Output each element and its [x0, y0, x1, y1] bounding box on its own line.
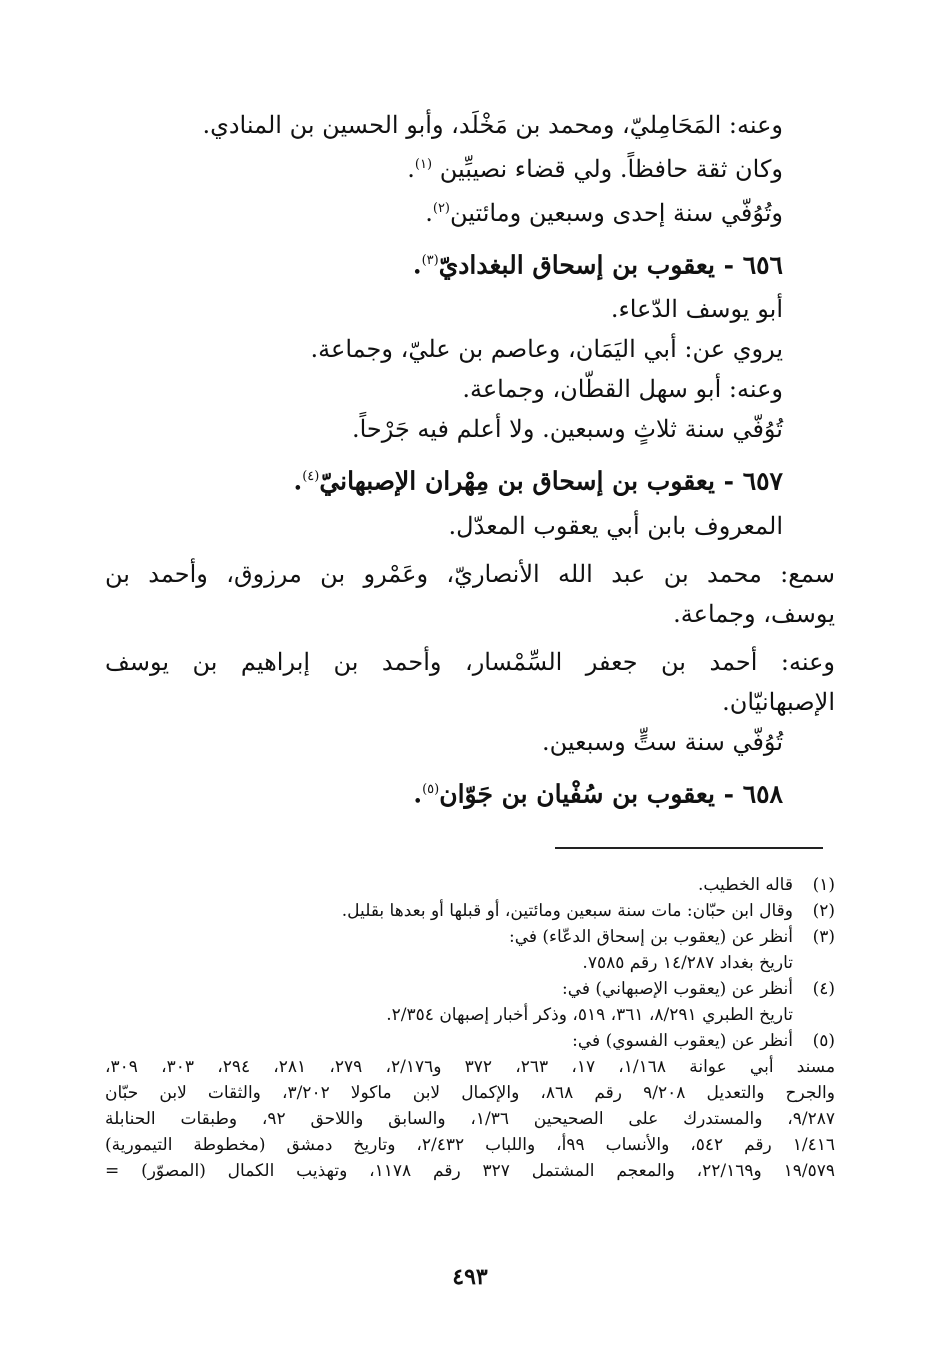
footnote-reference-line: تاريخ الطبري ٨/٢٩١، ٣٦١، ٥١٩، وذكر أخبار إصبهان ٢/٣٥٤. — [386, 1005, 793, 1025]
footnote-3 — [105, 924, 835, 950]
entry-heading-656 — [105, 239, 835, 287]
footnote-text: أنظر عن (يعقوب بن إسحاق الدعّاء) في: — [508, 927, 793, 947]
entry-title: ٦٥٨ - يعقوب بن سُفْيان بن جَوّان — [439, 778, 783, 808]
footnote-ref: (٢) — [432, 201, 450, 216]
footnotes — [105, 872, 835, 1184]
footnote-5 — [105, 1028, 835, 1054]
line-end: . — [407, 155, 415, 183]
line-end: . — [425, 199, 433, 227]
text-line: وعنه: أحمد بن جعفر السِّمْسار، وأحمد بن إبراهيم بن يوسف — [105, 647, 835, 676]
footnote-1 — [105, 872, 835, 898]
footnote-text: وقال ابن حبّان: مات سنة سبعين ومائتين، أو قبلها أو بعدها بقليل. — [341, 901, 793, 921]
text-line: أبو يوسف الدّعاء. — [610, 295, 783, 324]
page-number: ٤٩٣ — [452, 1264, 488, 1290]
line-text: وكان ثقة حافظاً. ولي قضاء نصيبِّين — [439, 155, 783, 183]
entry-heading-657 — [105, 455, 835, 503]
text-line: تُوُفّي سنة ثلاثٍ وسبعين. ولا أعلم فيه جَرْحاً. — [351, 415, 783, 444]
text-line — [105, 145, 835, 189]
footnote-2 — [105, 898, 835, 924]
footnote-reference-line: تاريخ بغداد ١٤/٢٨٧ رقم ٧٥٨٥. — [582, 953, 793, 973]
footnote-number: (٢) — [812, 901, 835, 921]
line-end: . — [293, 466, 303, 496]
text-line: سمع: محمد بن عبد الله الأنصاريّ، وعَمْرو بن مرزوق، وأحمد بن — [105, 559, 835, 588]
footnote-reference-line: والجرح والتعديل ٩/٢٠٨ رقم ٨٦٨، والإكمال لابن ماكولا ٣/٢٠٢، والثقات لابن حبّان — [105, 1083, 835, 1103]
footnote-reference-line: ١/٤١٦ رقم ٥٤٢، والأنساب ٩٩أ، واللباب ٢/٤٣٢، وتاريخ دمشق (مخطوطة التيمورية) — [105, 1135, 835, 1155]
text-line: المعروف بابن أبي يعقوب المعدّل. — [448, 511, 783, 540]
entry-title: ٦٥٦ - يعقوب بن إسحاق البغداديّ — [438, 250, 783, 280]
footnote-separator — [555, 847, 823, 849]
footnote-number: (٤) — [812, 979, 835, 999]
entry-heading-658 — [105, 768, 835, 816]
line-end: . — [412, 250, 422, 280]
footnote-number: (٣) — [812, 927, 835, 947]
footnote-4 — [105, 976, 835, 1002]
line-text: وتُوُفّي سنة إحدى وسبعين ومائتين — [450, 199, 783, 227]
footnote-number: (١) — [812, 875, 835, 895]
footnote-ref: (٤) — [302, 469, 320, 485]
text-line: تُوُفّي سنة ستٍّ وسبعين. — [542, 727, 783, 756]
text-line — [105, 189, 835, 233]
entry-title: ٦٥٧ - يعقوب بن إسحاق بن مِهْران الإصبهانيّ — [319, 466, 783, 496]
footnote-text: أنظر عن (يعقوب الفسوي) في: — [572, 1031, 793, 1051]
footnote-reference-line: ٩/٢٨٧، والمستدرك على الصحيحين ١/٣٦، والسابق واللاحق ٩٢، وطبقات الحنابلة — [105, 1109, 836, 1129]
text-line: يروي عن: أبي اليَمَان، وعاصم بن عليّ، وجماعة. — [310, 335, 783, 364]
footnote-reference-line: مسند أبي عوانة ١/١٦٨، ١٧، ٢٦٣، ٣٧٢ و٢/١٧٦، ٢٧٩، ٢٨١، ٢٩٤، ٣٠٣، ٣٠٩، — [105, 1057, 836, 1077]
main-text — [105, 105, 835, 818]
line-end: . — [413, 778, 423, 808]
text-line: يوسف، وجماعة. — [673, 599, 835, 628]
text-line: وعنه: المَحَامِليّ، ومحمد بن مَخْلَد، وأبو الحسين بن المنادي. — [202, 111, 783, 139]
text-line: الإصبهانيّان. — [722, 687, 835, 716]
footnote-ref: (٣) — [421, 253, 439, 268]
footnote-ref: (٥) — [422, 781, 440, 797]
footnote-text: قاله الخطيب. — [697, 875, 793, 895]
footnote-number: (٥) — [812, 1031, 835, 1051]
footnote-ref: (١) — [414, 157, 433, 172]
footnote-text: أنظر عن (يعقوب الإصبهاني) في: — [562, 979, 793, 999]
footnote-reference-line: ١٩/٥٧٩ و٢٢/١٦٩، والمعجم المشتمل ٣٢٧ رقم ١١٧٨، وتهذيب الكمال (المصوّر) = — [105, 1161, 835, 1181]
text-line: وعنه: أبو سهل القطّان، وجماعة. — [462, 375, 783, 404]
